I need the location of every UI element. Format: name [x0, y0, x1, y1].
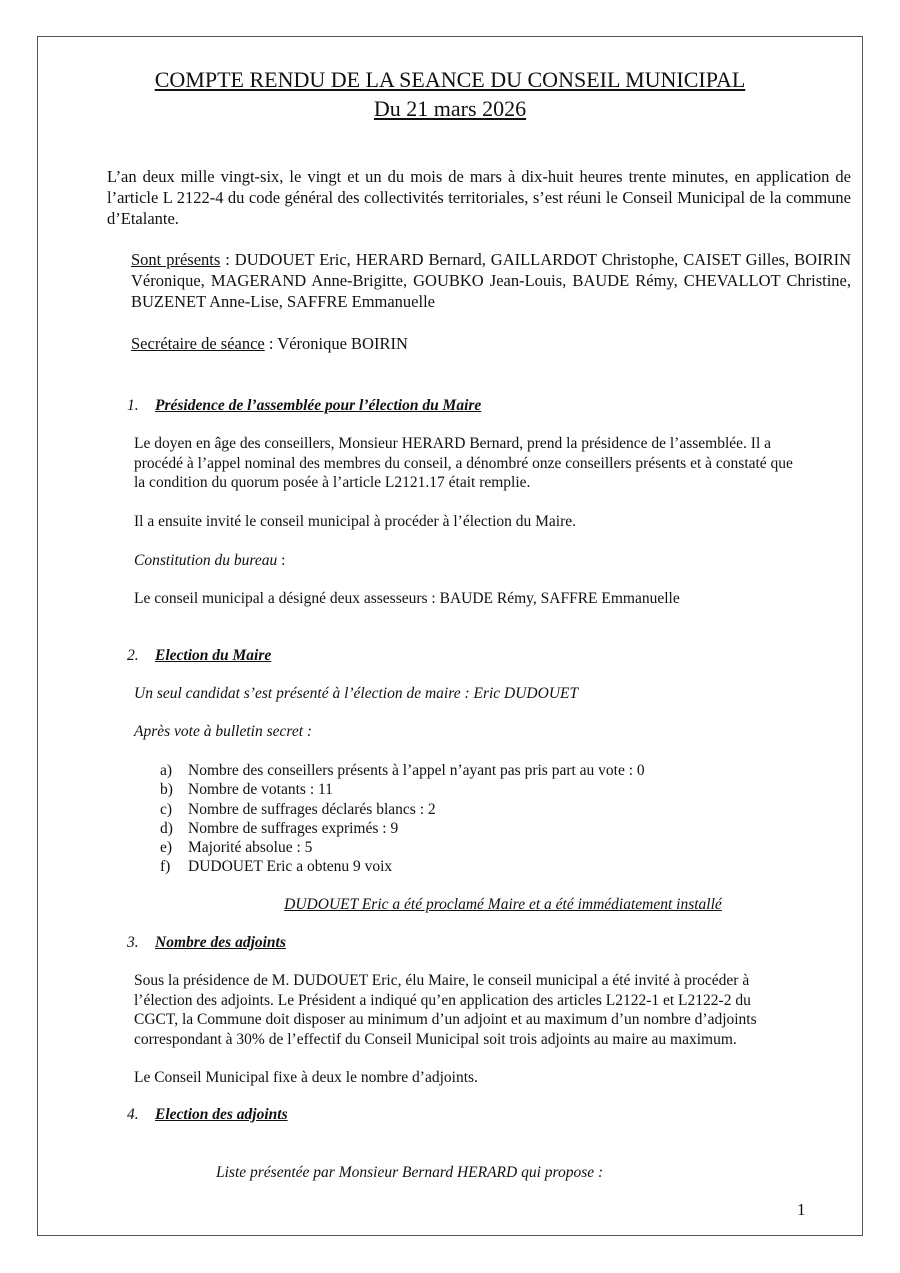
section-2-title: Election du Maire [155, 647, 272, 664]
section-4-number: 4. [127, 1106, 139, 1123]
candidate-line: Un seul candidat s’est présenté à l’élection de maire : Eric DUDOUET [134, 685, 579, 702]
section-1-title: Présidence de l’assemblée pour l’élection du Maire [155, 397, 482, 414]
section-3-para-2: Le Conseil Municipal fixe à deux le nombre d’adjoints. [134, 1069, 478, 1086]
bureau-line [134, 551, 794, 571]
presents-paragraph [131, 249, 851, 312]
list-item: b) Nombre de votants : 11 [160, 781, 333, 799]
section-3-title: Nombre des adjoints [155, 934, 286, 951]
bureau-label: Constitution du bureau [134, 552, 278, 569]
vote-intro: Après vote à bulletin secret : [134, 723, 313, 740]
section-1-para-2: Il a ensuite invité le conseil municipal à procéder à l’élection du Maire. [134, 513, 577, 530]
section-4-title: Election des adjoints [155, 1106, 288, 1123]
list-item: e) Majorité absolue : 5 [160, 839, 313, 857]
section-1-heading [127, 396, 481, 416]
list-item: f) DUDOUET Eric a obtenu 9 voix [160, 858, 393, 876]
section-1-para-1: Le doyen en âge des conseillers, Monsieur HERARD Bernard, prend la présidence de l’assemblée. Il a procédé à l’appel nominal des membres du conseil, a dénombré onze conseillers présents et à constaté que la condition du quorum posée à l’article L2121.17 était remplie. [134, 435, 793, 491]
intro-paragraph: L’an deux mille vingt-six, le vingt et un du mois de mars à dix-huit heures trente minutes, en application de l’article L 2122-4 du code général des collectivités territoriales, s’est réuni le Conseil Municipal de la commune d’Etalante. [107, 167, 851, 228]
bureau-suffix: : [277, 552, 286, 569]
presents-label: Sont présents [131, 250, 221, 269]
list-item: a) Nombre des conseillers présents à l’appel n’ayant pas pris part au vote : 0 [160, 762, 645, 779]
secretaire-paragraph [131, 333, 851, 354]
secretaire-name: : Véronique BOIRIN [264, 334, 408, 353]
section-4-heading [127, 1105, 288, 1125]
section-3-para-1: Sous la présidence de M. DUDOUET Eric, élu Maire, le conseil municipal a été invité à procéder à l’élection des adjoints. Le Président a indiqué qu’en application des articles L2122-1 et L2122-2 du CGCT, la Commune doit disposer au minimum d’un adjoint et au maximum d’un nombre d’adjoints correspondant à 30% de l’effectif du Conseil Municipal soit trois adjoints au maire au maximum. [134, 972, 757, 1048]
section-2-heading [127, 646, 271, 666]
page-number: 1 [797, 1200, 806, 1219]
vote-results-list [160, 761, 645, 877]
document-date: Du 21 mars 2026 [373, 96, 527, 121]
section-2-number: 2. [127, 647, 139, 664]
presents-names: : DUDOUET Eric, HERARD Bernard, GAILLARDOT Christophe, CAISET Gilles, BOIRIN Véronique, MAGERAND Anne-Brigitte, GOUBKO Jean-Louis, BAUDE Rémy, CHEVALLOT Christine, BUZENET Anne-Lise, SAFFRE Emmanuelle [131, 250, 851, 311]
section-1-number: 1. [127, 397, 139, 414]
liste-line: Liste présentée par Monsieur Bernard HERARD qui propose : [216, 1164, 604, 1181]
section-1-para-3: Le conseil municipal a désigné deux assesseurs : BAUDE Rémy, SAFFRE Emmanuelle [134, 590, 680, 607]
list-item: d) Nombre de suffrages exprimés : 9 [160, 819, 399, 837]
section-3-heading [127, 933, 286, 953]
section-3-number: 3. [127, 934, 139, 951]
document-title: COMPTE RENDU DE LA SEANCE DU CONSEIL MUNICIPAL [154, 67, 746, 92]
list-item: c) Nombre de suffrages déclarés blancs : 2 [160, 800, 436, 818]
proclamation-line: DUDOUET Eric a été proclamé Maire et a été immédiatement installé [284, 896, 722, 913]
secretaire-label: Secrétaire de séance [131, 334, 265, 353]
